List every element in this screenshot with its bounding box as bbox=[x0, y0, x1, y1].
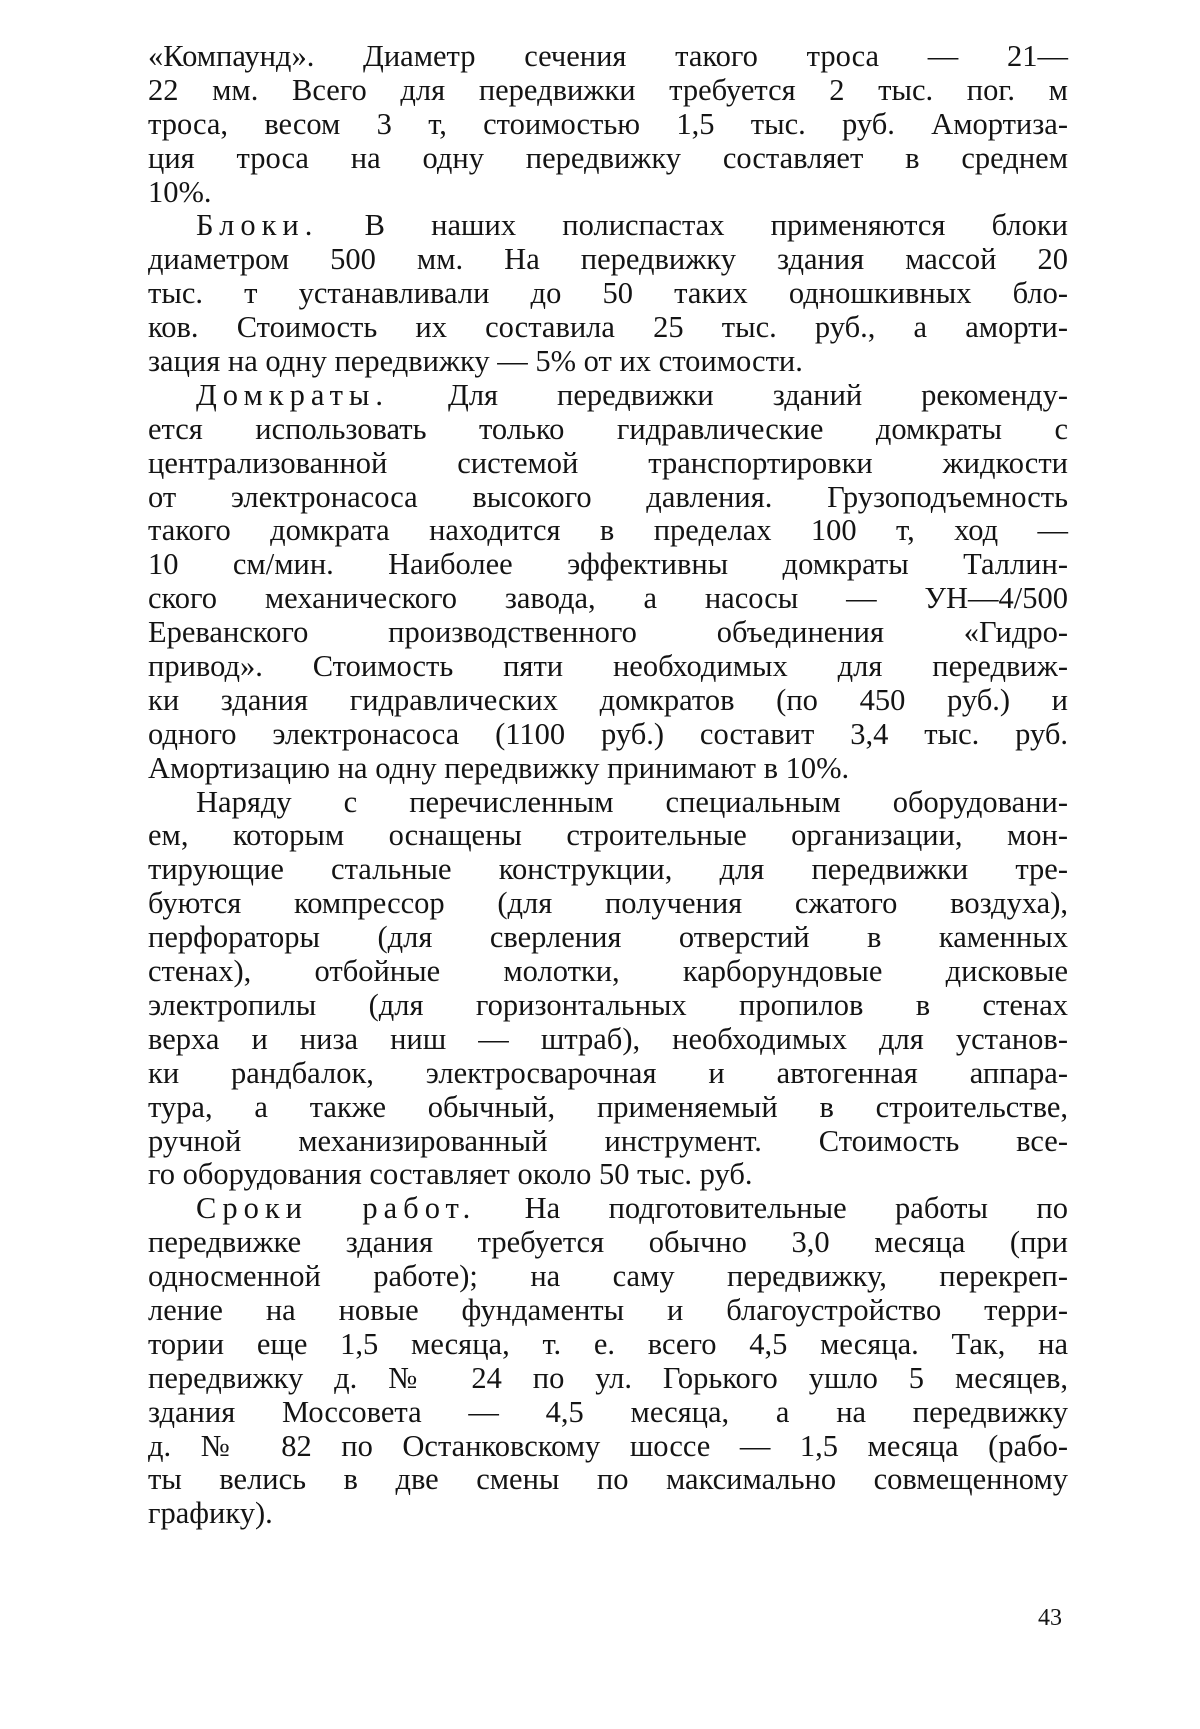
text-line-with-heading bbox=[148, 1192, 1068, 1226]
text-line: тории еще 1,5 месяца, т. е. всего 4,5 месяца. Так, на bbox=[148, 1326, 1068, 1361]
text-line: ция троса на одну передвижку составляет в среднем bbox=[148, 140, 1068, 175]
text-line: графику). bbox=[148, 1496, 273, 1531]
text-line: ется использовать только гидравлические домкраты с bbox=[148, 411, 1068, 446]
text-line: тыс. т устанавливали до 50 таких одношкивных бло- bbox=[148, 276, 1068, 311]
text-line: такого домкрата находится в пределах 100 т, ход — bbox=[148, 513, 1068, 548]
text-line: ков. Стоимость их составила 25 тыс. руб., а аморти- bbox=[148, 310, 1068, 345]
text-line: ского механического завода, а насосы — УН—4/500 bbox=[148, 581, 1068, 616]
text-line: «Компаунд». Диаметр сечения такого троса — 21— bbox=[148, 39, 1068, 73]
text-line: 22 мм. Всего для передвижки требуется 2 тыс. пог. м bbox=[148, 72, 1068, 107]
text-line: одного электронасоса (1100 руб.) составит 3,4 тыс. руб. bbox=[148, 716, 1068, 751]
text-line: передвижку д. № 24 по ул. Горького ушло 5 месяцев, bbox=[148, 1360, 1068, 1395]
text-line: Наряду с перечисленным специальным оборудовани- bbox=[196, 784, 1068, 819]
text-line-continuation: Для передвижки зданий рекоменду- bbox=[389, 377, 1068, 412]
text-line: односменной работе); на саму передвижку, перекреп- bbox=[148, 1259, 1068, 1294]
text-line: Амортизацию на одну передвижку принимают в 10%. bbox=[148, 750, 850, 785]
text-line: тирующие стальные конструкции, для передвижки тре- bbox=[148, 852, 1068, 887]
paragraph-jacks bbox=[148, 379, 1068, 786]
text-line: здания Моссовета — 4,5 месяца, а на передвижку bbox=[148, 1394, 1068, 1429]
text-line: диаметром 500 мм. На передвижку здания массой 20 bbox=[148, 242, 1068, 277]
paragraph-rope bbox=[148, 40, 1068, 209]
page-number: 43 bbox=[1038, 1605, 1062, 1631]
text-line: от электронасоса высокого давления. Грузоподъемность bbox=[148, 479, 1068, 514]
text-line-continuation: На подготовительные работы по bbox=[476, 1191, 1068, 1226]
text-line: Ереванского производственного объединения «Гидро- bbox=[148, 615, 1068, 650]
text-line: 10%. bbox=[148, 174, 212, 209]
text-line: стенах), отбойные молотки, карборундовые дисковые bbox=[148, 954, 1068, 989]
text-line: троса, весом 3 т, стоимостью 1,5 тыс. руб. Амортиза- bbox=[148, 106, 1068, 141]
text-line-with-heading bbox=[148, 209, 1068, 243]
text-line: ки здания гидравлических домкратов (по 450 руб.) и bbox=[148, 682, 1068, 717]
section-heading-timeline: Сроки работ. bbox=[196, 1191, 477, 1226]
text-line: централизованной системой транспортировки жидкости bbox=[148, 445, 1068, 480]
text-line: ручной механизированный инструмент. Стоимость все- bbox=[148, 1123, 1068, 1158]
text-line: ем, которым оснащены строительные организации, мон- bbox=[148, 818, 1068, 853]
section-heading-jacks: Домкраты. bbox=[196, 377, 390, 412]
text-line: ты велись в две смены по максимально совмещенному bbox=[148, 1462, 1068, 1497]
paragraph-timeline bbox=[148, 1192, 1068, 1531]
text-line: тура, а также обычный, применяемый в строительстве, bbox=[148, 1089, 1068, 1124]
text-line: электропилы (для горизонтальных пропилов в стенах bbox=[148, 987, 1068, 1022]
text-line: буются компрессор (для получения сжатого воздуха), bbox=[148, 886, 1068, 921]
section-heading-blocks: Блоки. bbox=[196, 208, 319, 243]
text-line: ки рандбалок, электросварочная и автогенная аппара- bbox=[148, 1055, 1068, 1090]
text-line: зация на одну передвижку — 5% от их стоимости. bbox=[148, 344, 803, 379]
text-line: передвижке здания требуется обычно 3,0 месяца (при bbox=[148, 1225, 1068, 1260]
text-line: верха и низа ниш — штраб), необходимых для установ- bbox=[148, 1021, 1068, 1056]
paragraph-blocks bbox=[148, 209, 1068, 378]
text-line: перфораторы (для сверления отверстий в каменных bbox=[148, 920, 1068, 955]
text-line: д. № 82 по Останковскому шоссе — 1,5 месяца (рабо- bbox=[148, 1428, 1068, 1463]
text-line: го оборудования составляет около 50 тыс. руб. bbox=[148, 1157, 753, 1192]
paragraph-equipment bbox=[148, 786, 1068, 1193]
text-line-continuation: В наших полиспастах применяются блоки bbox=[318, 208, 1068, 243]
text-line: привод». Стоимость пяти необходимых для передвиж- bbox=[148, 649, 1068, 684]
text-line: ление на новые фундаменты и благоустройство терри- bbox=[148, 1292, 1068, 1327]
text-line-with-heading bbox=[148, 379, 1068, 413]
document-page bbox=[148, 40, 1068, 1531]
text-line: 10 см/мин. Наиболее эффективны домкраты Таллин- bbox=[148, 547, 1068, 582]
